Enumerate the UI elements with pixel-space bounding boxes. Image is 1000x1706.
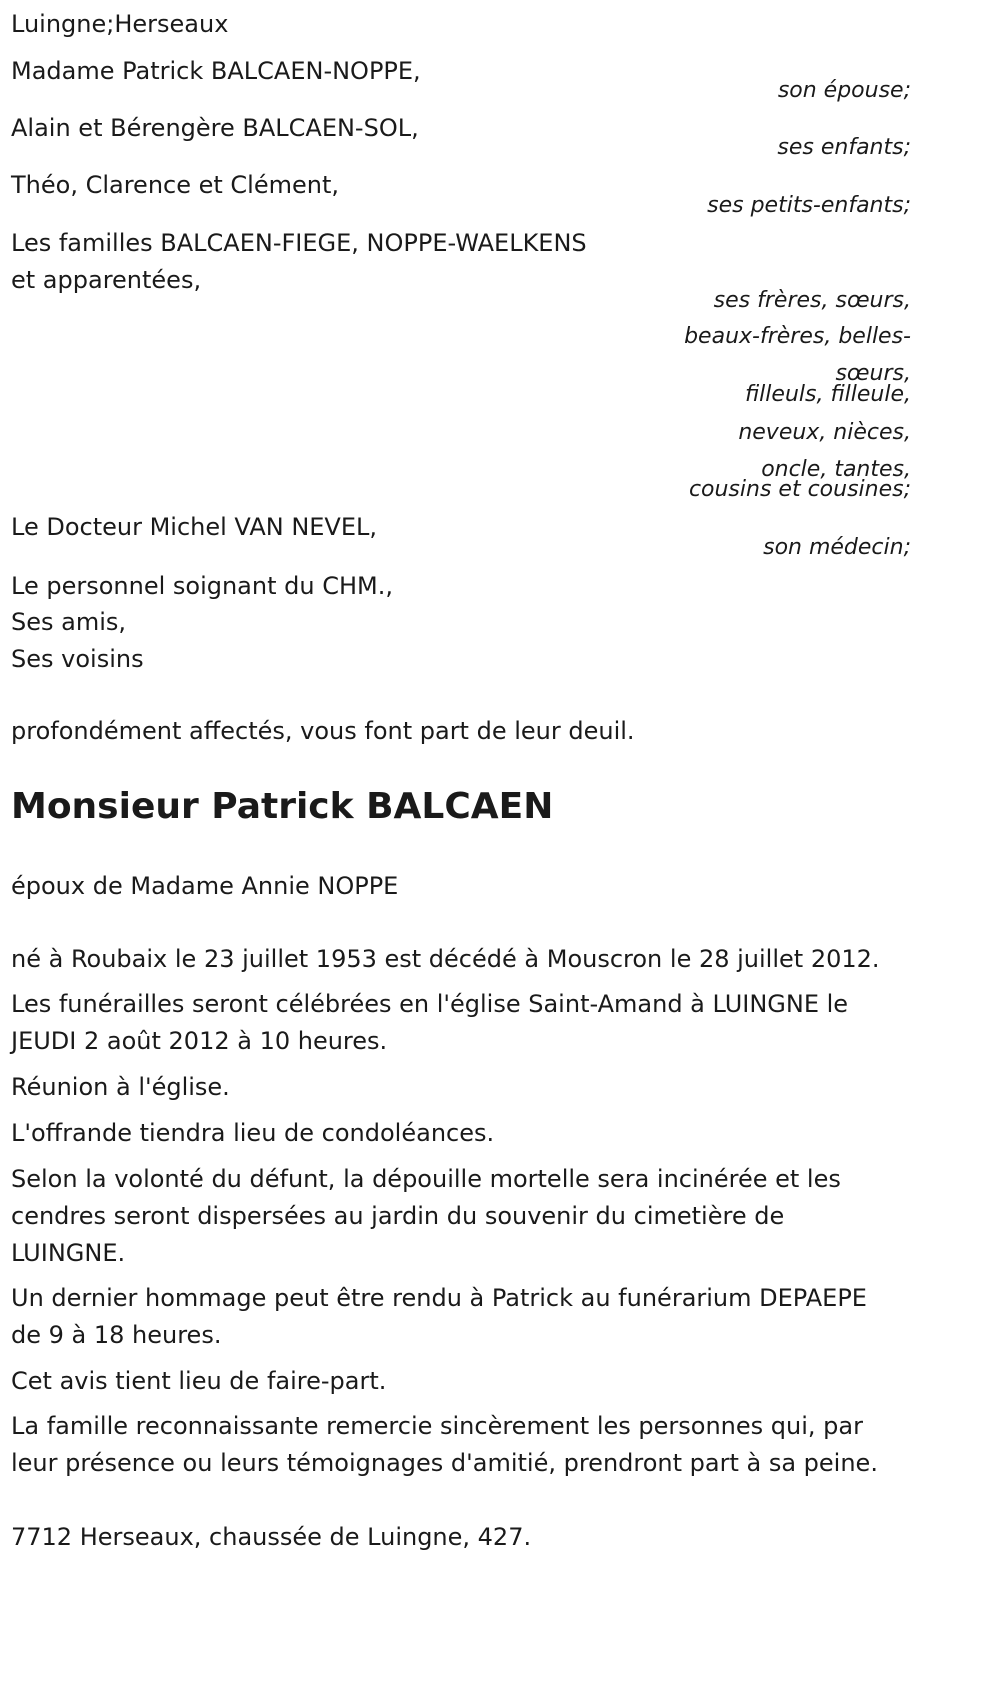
offering-info: L'offrande tiendra lieu de condoléances. (11, 1119, 495, 1147)
spouse-line: époux de Madame Annie NOPPE (11, 872, 399, 900)
family-member-role: ses frères, sœurs, (713, 288, 911, 313)
family-member-name: Théo, Clarence et Clément, (11, 171, 340, 199)
family-member-name: Madame Patrick BALCAEN-NOPPE, (11, 57, 421, 85)
deceased-name: Monsieur Patrick BALCAEN (11, 786, 554, 827)
family-member-role: cousins et cousines; (688, 477, 911, 502)
family-member-role: son épouse; (777, 78, 911, 103)
family-member-name: et apparentées, (11, 266, 202, 294)
thanks: leur présence ou leurs témoignages d'amitié, prendront part à sa peine. (11, 1449, 878, 1477)
family-member-role: ses petits-enfants; (707, 193, 911, 218)
family-member-role: sœurs, (835, 361, 911, 386)
family-member-role: oncle, tantes, (761, 457, 911, 482)
family-member-name: Le Docteur Michel VAN NEVEL, (11, 513, 378, 541)
birth-death: né à Roubaix le 23 juillet 1953 est décédé à Mouscron le 28 juillet 2012. (11, 945, 880, 973)
funeral-info: Les funérailles seront célébrées en l'église Saint-Amand à LUINGNE le (11, 990, 849, 1018)
family-member-role: neveux, nièces, (738, 420, 911, 445)
tribute-info: Un dernier hommage peut être rendu à Patrick au funérarium DEPAEPE (11, 1284, 867, 1312)
family-member-role: beaux-frères, belles- (684, 324, 911, 349)
family-member-role: ses enfants; (777, 135, 911, 160)
funeral-info: JEUDI 2 août 2012 à 10 heures. (11, 1027, 388, 1055)
family-member-role: son médecin; (763, 535, 911, 560)
cremation-info: LUINGNE. (11, 1239, 126, 1267)
announcement: profondément affectés, vous font part de leur deuil. (11, 717, 635, 745)
location-header: Luingne;Herseaux (11, 10, 229, 38)
others-line: Ses amis, (11, 608, 127, 636)
notice: Cet avis tient lieu de faire-part. (11, 1367, 387, 1395)
thanks: La famille reconnaissante remercie sincèrement les personnes qui, par (11, 1412, 863, 1440)
others-line: Le personnel soignant du CHM., (11, 572, 393, 600)
family-member-name: Les familles BALCAEN-FIEGE, NOPPE-WAELKENS (11, 229, 587, 257)
family-member-role: filleuls, filleule, (744, 382, 911, 407)
meeting-info: Réunion à l'église. (11, 1073, 230, 1101)
others-line: Ses voisins (11, 645, 144, 673)
family-member-name: Alain et Bérengère BALCAEN-SOL, (11, 114, 419, 142)
cremation-info: cendres seront dispersées au jardin du souvenir du cimetière de (11, 1202, 785, 1230)
address: 7712 Herseaux, chaussée de Luingne, 427. (11, 1523, 532, 1551)
tribute-info: de 9 à 18 heures. (11, 1321, 222, 1349)
cremation-info: Selon la volonté du défunt, la dépouille mortelle sera incinérée et les (11, 1165, 841, 1193)
